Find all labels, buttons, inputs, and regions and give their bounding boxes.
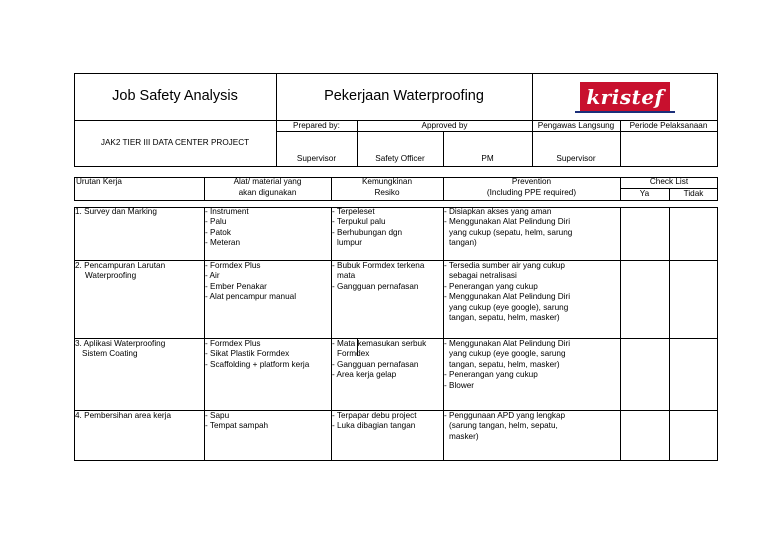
tool-item: - Sapu — [205, 411, 230, 420]
prevention-item: sebagai netralisasi — [449, 271, 517, 281]
prevention-item: tangan, sepatu, helm, masker) — [449, 359, 560, 369]
risk-item: - Area kerja gelap — [332, 370, 397, 380]
periode-label: Periode Pelaksanaan — [629, 121, 708, 130]
prevention-item: - Menggunakan Alat Pelindung Diri — [444, 292, 571, 302]
risk-item: - Mata kemasukan serbuk — [332, 339, 427, 348]
risk-item: - Gangguan pernafasan — [332, 359, 419, 369]
prevention-item: yang cukup (eye google, sarung — [449, 349, 566, 359]
prevention-item: - Menggunakan Alat Pelindung Diri — [444, 339, 571, 348]
table-row — [75, 411, 171, 421]
tool-item: - Patok — [205, 227, 231, 237]
risk-item: - Gangguan pernafasan — [332, 281, 419, 291]
step-text: 4. Pembersihan area kerja — [75, 411, 172, 420]
supervisor-sign-label: Supervisor — [296, 154, 337, 163]
step-text: 1. Survey dan Marking — [75, 207, 157, 216]
col-alat-line1: Alat/ material yang — [233, 177, 302, 186]
table-row — [75, 261, 165, 282]
supervisor-direct-label: Supervisor — [556, 154, 596, 163]
col-alat-line2: akan digunakan — [238, 188, 297, 197]
prevention-item: masker) — [449, 431, 479, 441]
step-text: 2. Pencampuran Larutan — [75, 261, 166, 270]
prevention-item: tangan, sepatu, helm, masker) — [449, 313, 560, 323]
prevention-item: - Penggunaan APD yang lengkap — [444, 411, 566, 420]
prepared-by-label: Prepared by: — [293, 121, 340, 130]
prevention-item: - Tersedia sumber air yang cukup — [444, 261, 565, 270]
risk-item: Formdex — [337, 349, 370, 359]
document-title: Job Safety Analysis — [112, 88, 238, 104]
col-checklist: Check List — [649, 177, 689, 186]
prevention-item: - Menggunakan Alat Pelindung Diri — [444, 217, 571, 227]
pengawas-label: Pengawas Langsung — [537, 121, 615, 130]
prevention-item: - Penerangan yang cukup — [444, 370, 538, 380]
project-name: JAK2 TIER III DATA CENTER PROJECT — [100, 138, 250, 147]
step-text: Waterproofing — [85, 271, 137, 281]
approved-by-label: Approved by — [421, 121, 468, 130]
prevention-item: yang cukup (sepatu, helm, sarung — [449, 227, 573, 237]
tool-item: - Alat pencampur manual — [205, 292, 297, 302]
tool-item: - Sikat Plastik Formdex — [205, 349, 290, 359]
tool-item: - Palu — [205, 217, 227, 227]
prevention-item: yang cukup (eye google), sarung — [449, 302, 569, 312]
risk-item: - Berhubungan dgn — [332, 227, 403, 237]
tool-item: - Instrument — [205, 207, 249, 216]
logo-text: kristef — [586, 85, 664, 109]
table-row — [75, 339, 165, 360]
safety-officer-label: Safety Officer — [375, 154, 425, 163]
risk-item: mata — [337, 271, 356, 281]
col-tidak: Tidak — [683, 189, 704, 198]
risk-item: - Terpeleset — [332, 207, 375, 216]
col-kemungkinan-line1: Kemungkinan — [361, 177, 413, 186]
tool-item: - Formdex Plus — [205, 261, 261, 270]
col-kemungkinan-line2: Resiko — [374, 188, 400, 197]
col-prevention-line1: Prevention — [511, 177, 552, 186]
risk-item: - Terpukul palu — [332, 217, 386, 227]
prevention-item: - Penerangan yang cukup — [444, 281, 538, 291]
risk-item: - Terpapar debu project — [332, 411, 417, 420]
tool-item: - Formdex Plus — [205, 339, 261, 348]
pm-label: PM — [481, 154, 494, 163]
work-title: Pekerjaan Waterproofing — [324, 88, 484, 104]
col-urutan: Urutan Kerja — [76, 177, 122, 186]
col-ya: Ya — [639, 189, 650, 198]
tool-item: - Scaffolding + platform kerja — [205, 359, 310, 369]
risk-item: - Luka dibagian tangan — [332, 421, 416, 431]
step-text: 3. Aplikasi Waterproofing — [75, 339, 166, 348]
tool-item: - Ember Penakar — [205, 281, 267, 291]
prevention-item: - Disiapkan akses yang aman — [444, 207, 552, 216]
col-prevention-line2: (Including PPE required) — [486, 188, 577, 197]
prevention-item: (sarung tangan, helm, sepatu, — [449, 421, 558, 431]
step-text: Sistem Coating — [82, 349, 138, 359]
prevention-item: - Blower — [444, 380, 475, 390]
risk-item: - Bubuk Formdex terkena — [332, 261, 425, 270]
table-row — [75, 207, 157, 217]
tool-item: - Meteran — [205, 238, 241, 248]
prevention-item: tangan) — [449, 238, 477, 248]
risk-item: lumpur — [337, 238, 363, 248]
tool-item: - Tempat sampah — [205, 421, 269, 431]
tool-item: - Air — [205, 271, 220, 281]
